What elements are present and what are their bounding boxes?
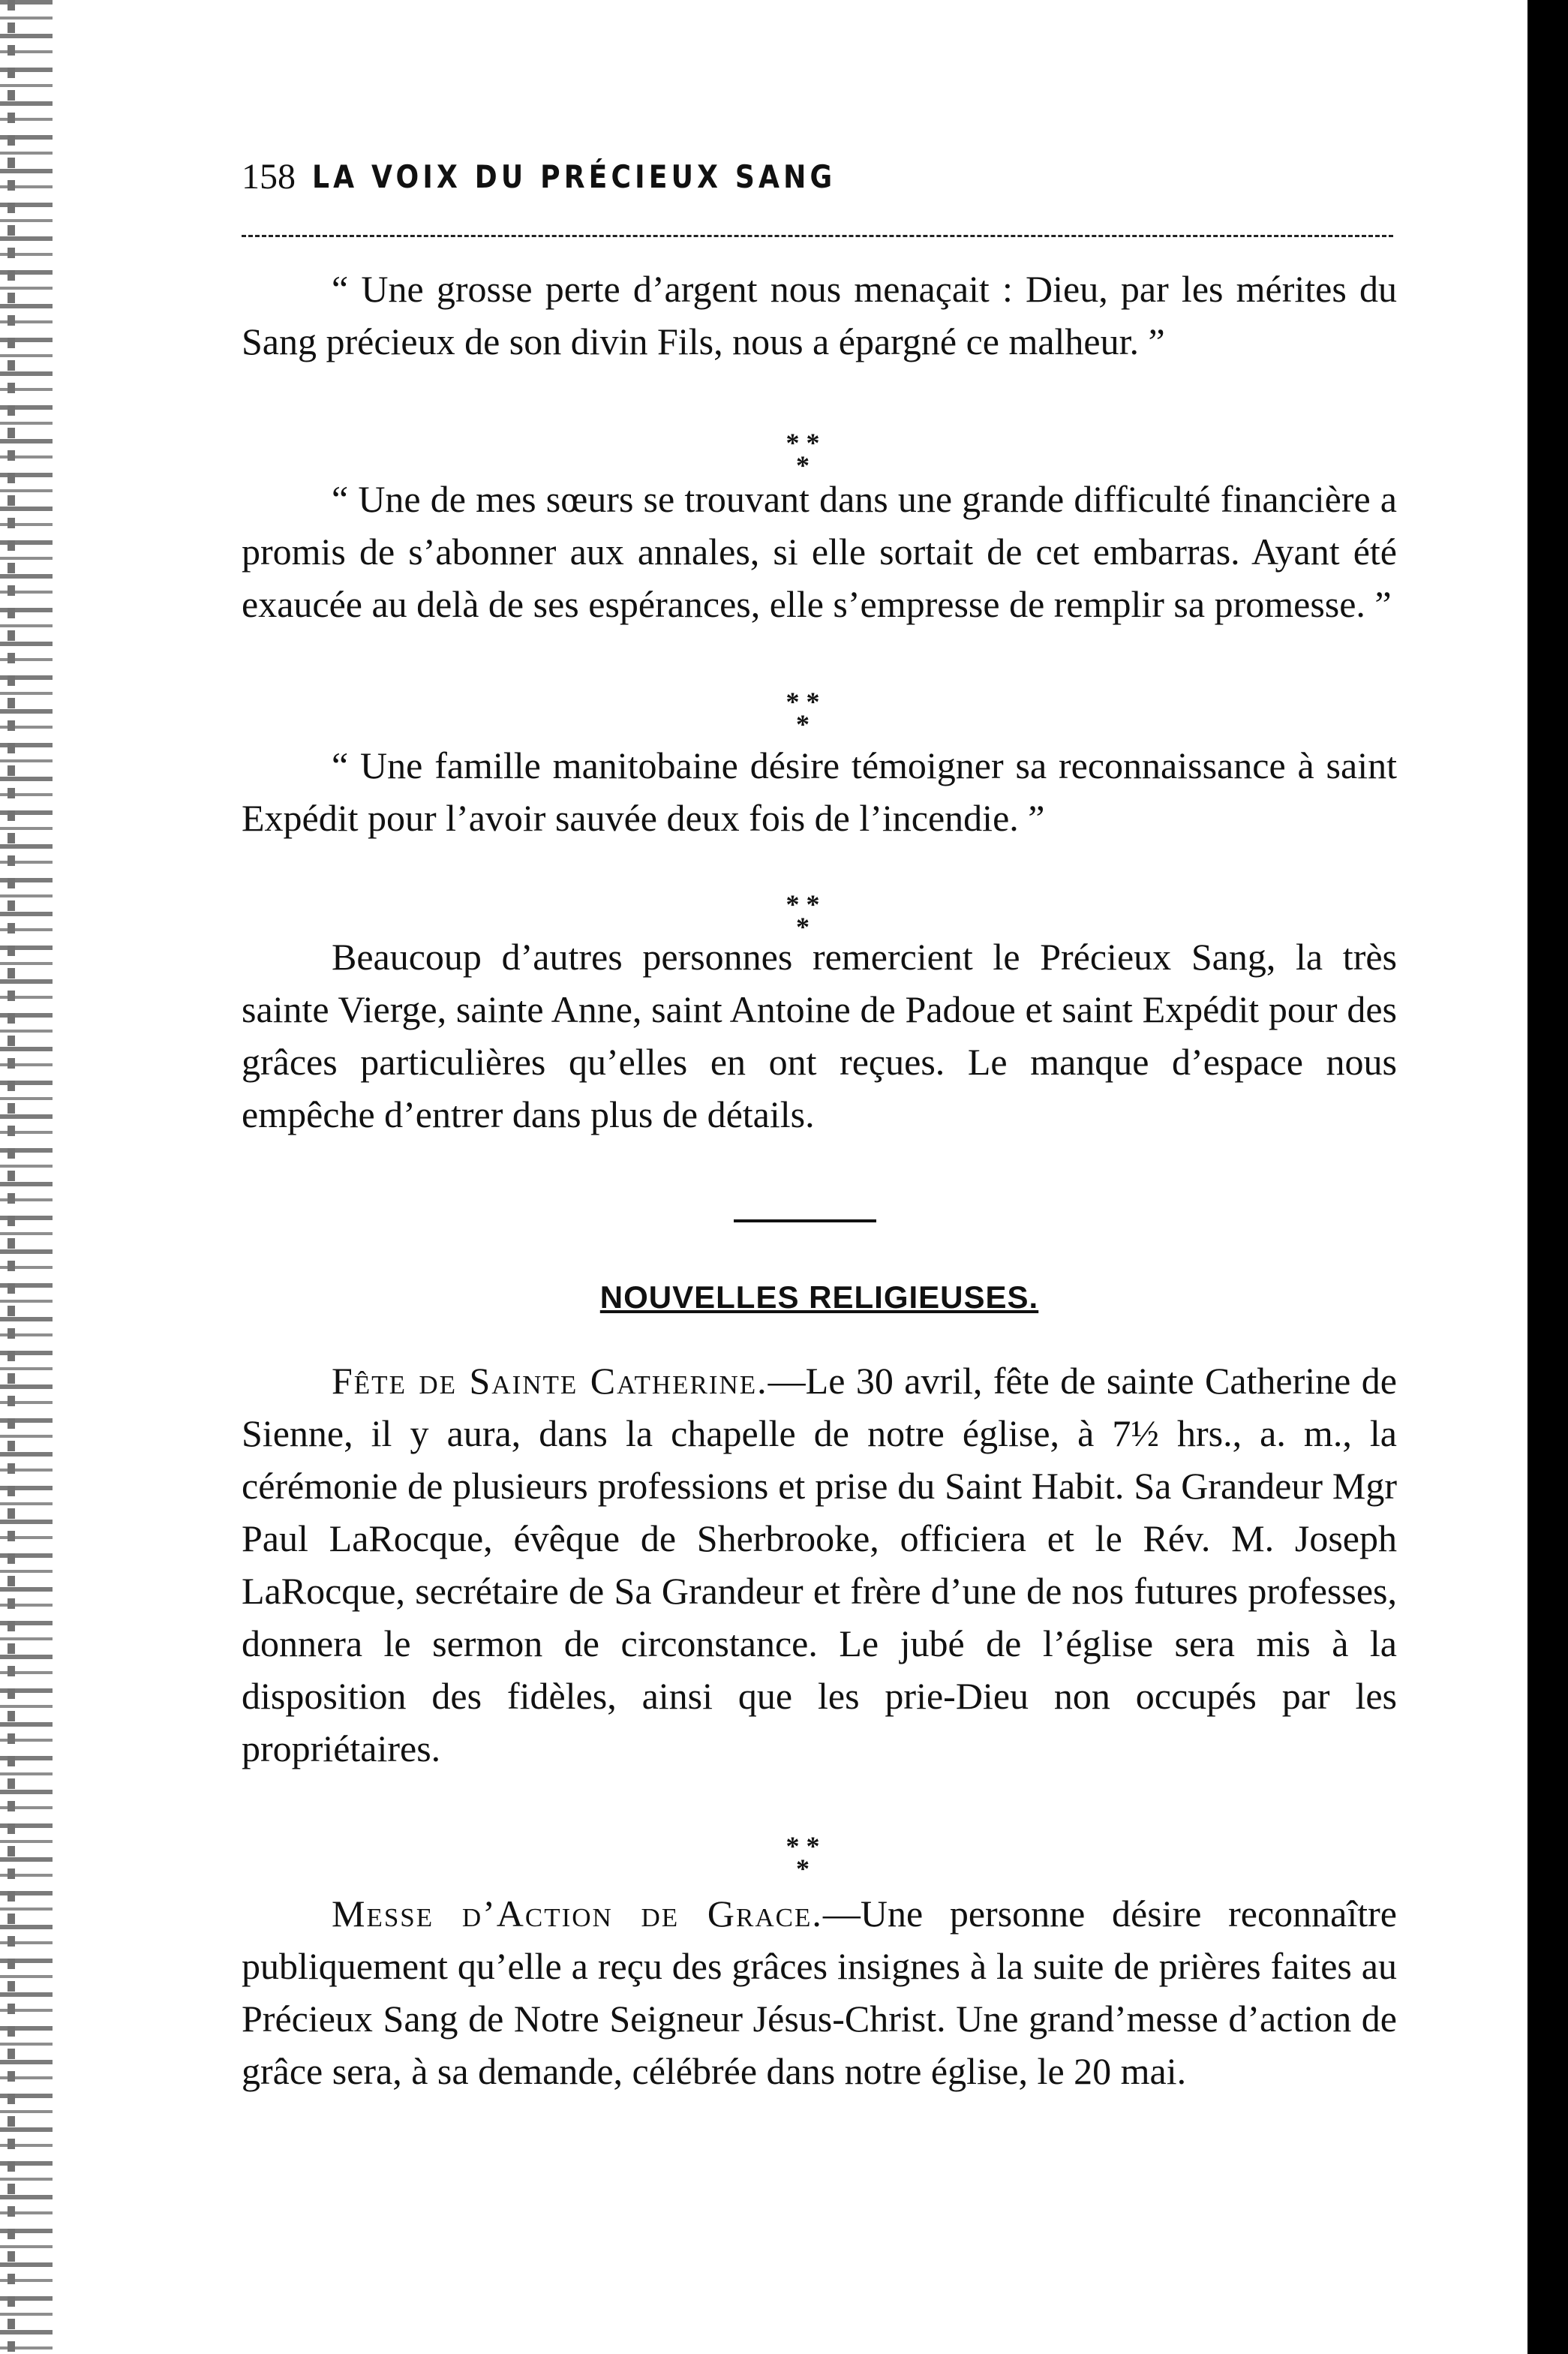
- paragraph-thanks-1: [242, 263, 1397, 368]
- news-item-heading: Messe d’Action de Grace.: [332, 1893, 823, 1935]
- section-title: NOUVELLES RELIGIEUSES.: [599, 1279, 1039, 1315]
- asterism-divider: [773, 1831, 833, 1887]
- paragraph-text: Beaucoup d’autres personnes remercient le Précieux Sang, la très sainte Vierge, sainte Anne, saint Antoine de Padoue et saint Expédit pour des grâces particulières qu’elles en ont reçues. Le manque d’espace nous empêche d’entrer dans plus de détails.: [242, 936, 1397, 1135]
- asterism-top: * *: [786, 428, 820, 458]
- page-number: 158: [242, 156, 296, 197]
- asterism-bottom: *: [796, 912, 810, 942]
- asterism-top: * *: [786, 889, 820, 919]
- asterism-bottom: *: [796, 450, 810, 480]
- news-item-body: —Une personne désire reconnaître publiquement qu’elle a reçu des grâces insignes à la suite de prières faites au Précieux Sang de Notre Seigneur Jésus-Christ. Une grand’messe d’action de grâce sera, à sa demande, célébrée dans notre église, le 20 mai.: [242, 1893, 1397, 2092]
- news-item-mass: [242, 1887, 1397, 2097]
- paragraph-thanks-4: [242, 930, 1397, 1141]
- running-title: LA VOIX DU PRÉCIEUX SANG: [312, 158, 837, 195]
- asterism-bottom: *: [796, 1853, 810, 1884]
- asterism-top: * *: [786, 1831, 820, 1861]
- scan-left-edge: [0, 0, 53, 2354]
- asterism-divider: [773, 687, 833, 743]
- news-item-heading: Fête de Sainte Catherine.: [332, 1360, 768, 1402]
- asterism-bottom: *: [796, 709, 810, 739]
- paragraph-text: “ Une de mes sœurs se trouvant dans une grande difficulté financière a promis de s’abonner aux annales, si elle sortait de cet embarras. Ayant été exaucée au delà de ses espérances, elle s’empresse de remplir sa promesse. ”: [242, 478, 1397, 625]
- scan-right-edge: [1527, 0, 1568, 2354]
- paragraph-text: “ Une famille manitobaine désire témoigner sa reconnaissance à saint Expédit pour l’avoir sauvée deux fois de l’incendie. ”: [242, 744, 1397, 839]
- paragraph-thanks-3: [242, 739, 1397, 844]
- paragraph-thanks-2: [242, 473, 1397, 630]
- news-item-body: —Le 30 avril, fête de sainte Catherine de Sienne, il y aura, dans la chapelle de notre église, à 7½ hrs., a. m., la cérémonie de plusieurs professions et prise du Saint Habit. Sa Grandeur Mgr Paul LaRocque, évêque de Sherbrooke, officiera et le Rév. M. Joseph LaRocque, secrétaire de Sa Grandeur et frère d’une de nos futures professes, donnera le sermon de circonstance. Le jubé de l’église sera mis à la disposition des fidèles, ainsi que les prie-Dieu non occupés par les propriétaires.: [242, 1360, 1397, 1769]
- paragraph-text: “ Une grosse perte d’argent nous menaçait : Dieu, par les mérites du Sang précieux de son divin Fils, nous a épargné ce malheur. ”: [242, 268, 1397, 362]
- section-rule: [734, 1219, 876, 1222]
- page-header: [242, 154, 1397, 199]
- news-item-feast: [242, 1354, 1397, 1775]
- header-rule: [242, 235, 1393, 237]
- asterism-top: * *: [786, 687, 820, 717]
